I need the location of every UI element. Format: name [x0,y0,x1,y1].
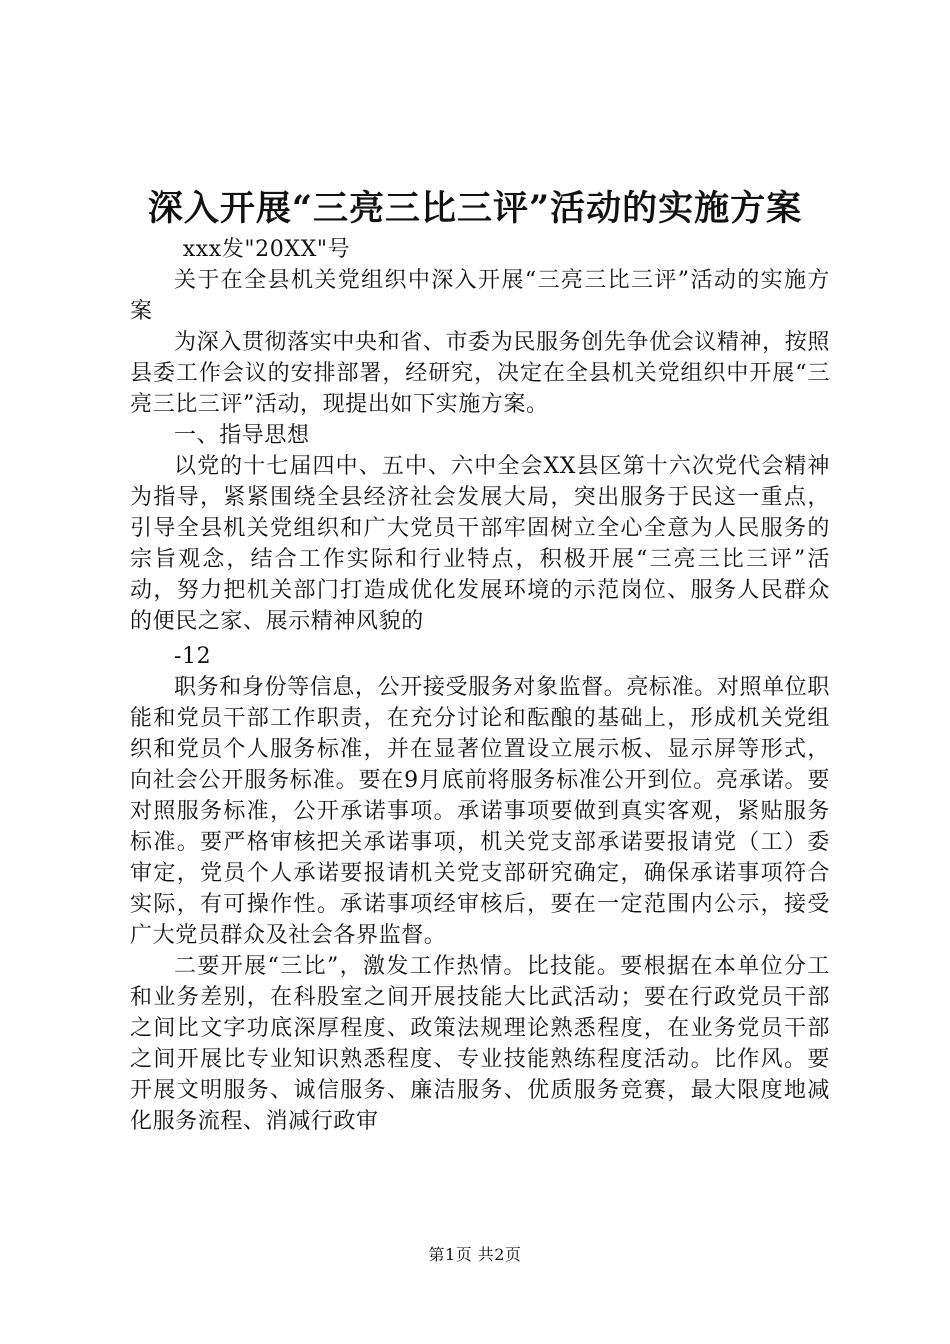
document-title: 深入开展“三亮三比三评”活动的实施方案 [147,188,803,229]
three-compare-paragraph: 二要开展“三比”，激发工作热情。比技能。要根据在本单位分工和业务差别，在科股室之间开展技能大比武活动；要在行政党员干部之间比文字功底深厚程度、政策法规理论熟悉程度，在业务党员干部之间开展比专业知识熟悉程度、专业技能熟练程度活动。比作风。要开展文明服务、诚信服务、廉洁服务、优质服务竞赛，最大限度地减化服务流程、消减行政审 [130,954,830,1134]
document-subtitle: 关于在全县机关党组织中深入开展“三亮三比三评”活动的实施方案 [130,268,830,324]
three-show-paragraph: 职务和身份等信息，公开接受服务对象监督。亮标准。对照单位职能和党员干部工作职责，在充分讨论和酝酿的基础上，形成机关党组织和党员个人服务标准，并在显著位置设立展示板、显示屏等形式，向社会公开服务标准。要在9月底前将服务标准公开到位。亮承诺。要对照服务标准，公开承诺事项。承诺事项要做到真实客观，紧贴服务标准。要严格审核把关承诺事项，机关党支部承诺要报请党（工）委审定，党员个人承诺要报请机关党支部研究确定，确保承诺事项符合实际，有可操作性。承诺事项经审核后，要在一定范围内公示，接受广大党员群众及社会各界监督。 [130,675,830,948]
section-heading-guiding-ideology: 一、指导思想 [174,423,310,448]
guiding-ideology-paragraph: 以党的十七届四中、五中、六中全会XX县区第十六次党代会精神为指导，紧紧围绕全县经济社会发展大局，突出服务于民这一重点，引导全县机关党组织和广大党员干部牢固树立全心全意为人民服务的宗旨观念，结合工作实际和行业特点，积极开展“三亮三比三评”活动，努力把机关部门打造成优化发展环境的示范岗位、服务人民群众的便民之家、展示精神风貌的 [130,454,830,634]
document-number: xxx发"20XX"号 [182,237,351,262]
document-body [130,234,830,1137]
intro-paragraph: 为深入贯彻落实中央和省、市委为民服务创先争优会议精神，按照县委工作会议的安排部署，经研究，决定在全县机关党组织中开展“三亮三比三评”活动，现提出如下实施方案。 [130,330,830,417]
page-footer: 第1页 共2页 [428,1245,522,1264]
page-marker: -12 [174,644,212,669]
